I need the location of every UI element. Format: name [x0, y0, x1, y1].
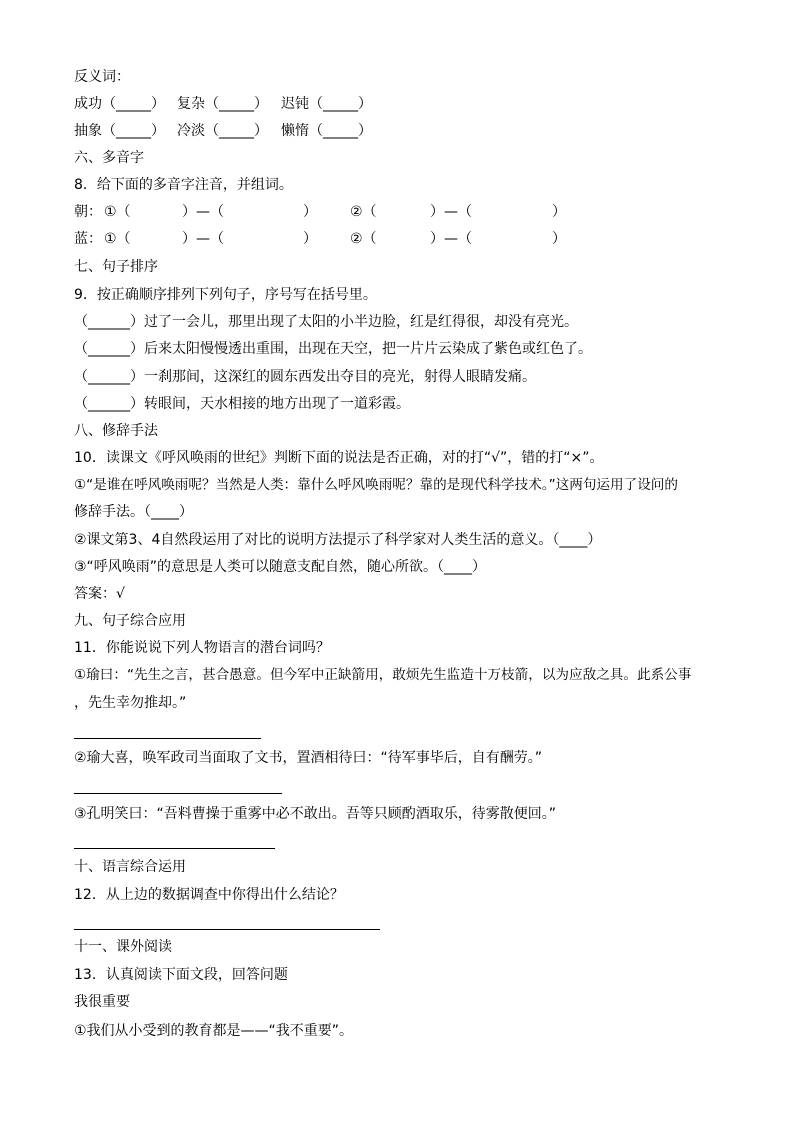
answer-line[interactable] — [74, 929, 380, 930]
answer-line[interactable] — [74, 793, 282, 794]
question-11: 11．你能说说下列人物语言的潜台词吗？ — [74, 640, 330, 656]
antonym-item: 成功（_____） — [74, 96, 165, 112]
word-blank-1: ）—（ — [182, 231, 224, 247]
question-10: 10．读课文《呼风唤雨的世纪》判断下面的说法是否正确，对的打“√”，错的打“×”。 — [74, 450, 604, 466]
bracket: ） — [303, 204, 317, 220]
bracket: ） — [552, 231, 566, 247]
sentence-item: （______）一刹那间，这深红的圆东西发出夺目的亮光，射得人眼睛发痛。 — [74, 369, 536, 385]
judgement-item-cont: 修辞手法。（____） — [74, 504, 193, 520]
pinyin-blank-2: ②（ — [350, 204, 377, 220]
antonym-item: 抽象（_____） — [74, 123, 165, 139]
answer-line[interactable] — [74, 848, 275, 849]
word-blank-2: ）—（ — [430, 204, 472, 220]
passage-title: 我很重要 — [74, 994, 130, 1010]
polyphone-char: 朝： — [74, 204, 102, 220]
passage-paragraph: ①我们从小受到的教育都是——“我不重要”。 — [74, 1023, 354, 1039]
question-8: 8．给下面的多音字注音，并组词。 — [74, 177, 293, 193]
judgement-item: ①“是谁在呼风唤雨呢？当然是人类：靠什么呼风唤雨呢？靠的是现代科学技术。”这两句运用了设问的 — [74, 477, 678, 493]
judgement-item: ②课文第3、4自然段运用了对比的说明方法提示了科学家对人类生活的意义。（____） — [74, 532, 602, 548]
pinyin-blank-1: ①（ — [104, 204, 131, 220]
pinyin-blank-1: ①（ — [104, 231, 131, 247]
antonym-item: 冷淡（_____） — [177, 123, 268, 139]
bracket: ） — [552, 204, 566, 220]
quote-item: ②瑜大喜，唤军政司当面取了文书，置酒相待曰：“待军事毕后，自有酬劳。” — [74, 750, 543, 766]
pinyin-blank-2: ②（ — [350, 231, 377, 247]
section-heading: 十一、课外阅读 — [74, 939, 172, 955]
quote-item-cont: ，先生幸勿推却。” — [74, 695, 187, 711]
quote-item: ③孔明笑曰：“吾料曹操于重雾中必不敢出。吾等只顾酌酒取乐，待雾散便回。” — [74, 806, 557, 822]
section-heading: 九、句子综合应用 — [74, 613, 186, 629]
quote-item: ①瑜曰：“先生之言，甚合愚意。但今军中正缺箭用，敢烦先生监造十万枝箭，以为应敌之具。此系公事 — [74, 667, 692, 683]
question-12: 12．从上边的数据调查中你得出什么结论？ — [74, 887, 344, 903]
question-13: 13．认真阅读下面文段，回答问题 — [74, 967, 288, 983]
word-blank-2: ）—（ — [430, 231, 472, 247]
sentence-item: （______）过了一会儿，那里出现了太阳的小半边脸，红是红得很，却没有亮光。 — [74, 314, 578, 330]
sentence-item: （______）后来太阳慢慢透出重围，出现在天空，把一片片云染成了紫色或红色了。 — [74, 341, 592, 357]
antonyms-heading: 反义词： — [74, 69, 130, 85]
section-heading: 七、句子排序 — [74, 259, 158, 275]
section-heading: 六、多音字 — [74, 150, 144, 166]
antonym-item: 懒惰（_____） — [281, 123, 372, 139]
answer: 答案：√ — [74, 586, 125, 602]
sentence-item: （______）转眼间，天水相接的地方出现了一道彩霞。 — [74, 396, 410, 412]
section-heading: 十、语言综合运用 — [74, 859, 186, 875]
section-heading: 八、修辞手法 — [74, 423, 158, 439]
word-blank-1: ）—（ — [182, 204, 224, 220]
bracket: ） — [303, 231, 317, 247]
answer-line[interactable] — [74, 738, 261, 739]
antonym-item: 迟钝（_____） — [281, 96, 372, 112]
judgement-item: ③“呼风唤雨”的意思是人类可以随意支配自然，随心所欲。（____） — [74, 559, 487, 575]
antonym-item: 复杂（_____） — [177, 96, 268, 112]
question-9: 9．按正确顺序排列下列句子，序号写在括号里。 — [74, 287, 377, 303]
polyphone-char: 蓝： — [74, 231, 102, 247]
